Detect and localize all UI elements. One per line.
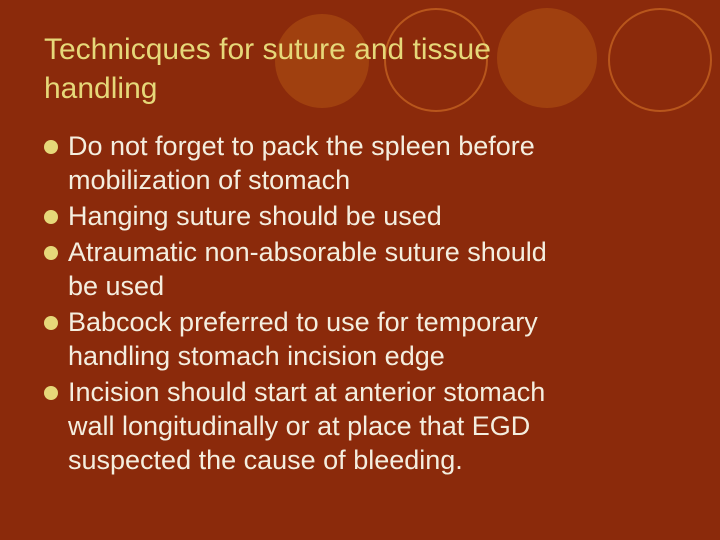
bullet-item (44, 375, 694, 477)
slide-title-line: Technicques for suture and tissue (44, 33, 491, 66)
bullet-dot-icon (44, 140, 58, 154)
bullet-line: be used (68, 271, 165, 301)
bullet-line: Do not forget to pack the spleen before (68, 131, 535, 161)
bullet-dot-icon (44, 246, 58, 260)
bullet-line: handling stomach incision edge (68, 341, 445, 371)
bullet-item (44, 199, 694, 233)
bullet-line: Incision should start at anterior stomach (68, 377, 546, 407)
bullet-dot-icon (44, 210, 58, 224)
bullet-item (44, 305, 694, 373)
bullet-line: suspected the cause of bleeding. (68, 445, 463, 475)
bullet-dot-icon (44, 386, 58, 400)
bullet-list (44, 129, 694, 479)
bullet-item (44, 235, 694, 303)
bullet-line: mobilization of stomach (68, 165, 351, 195)
bullet-line: Babcock preferred to use for temporary (68, 307, 538, 337)
decorative-circle-outline (608, 8, 712, 112)
bullet-line: wall longitudinally or at place that EGD (68, 411, 531, 441)
bullet-line: Hanging suture should be used (68, 201, 442, 231)
bullet-item (44, 129, 694, 197)
slide-title (44, 30, 604, 108)
bullet-line: Atraumatic non-absorable suture should (68, 237, 547, 267)
bullet-dot-icon (44, 316, 58, 330)
slide-title-line: handling (44, 72, 158, 105)
